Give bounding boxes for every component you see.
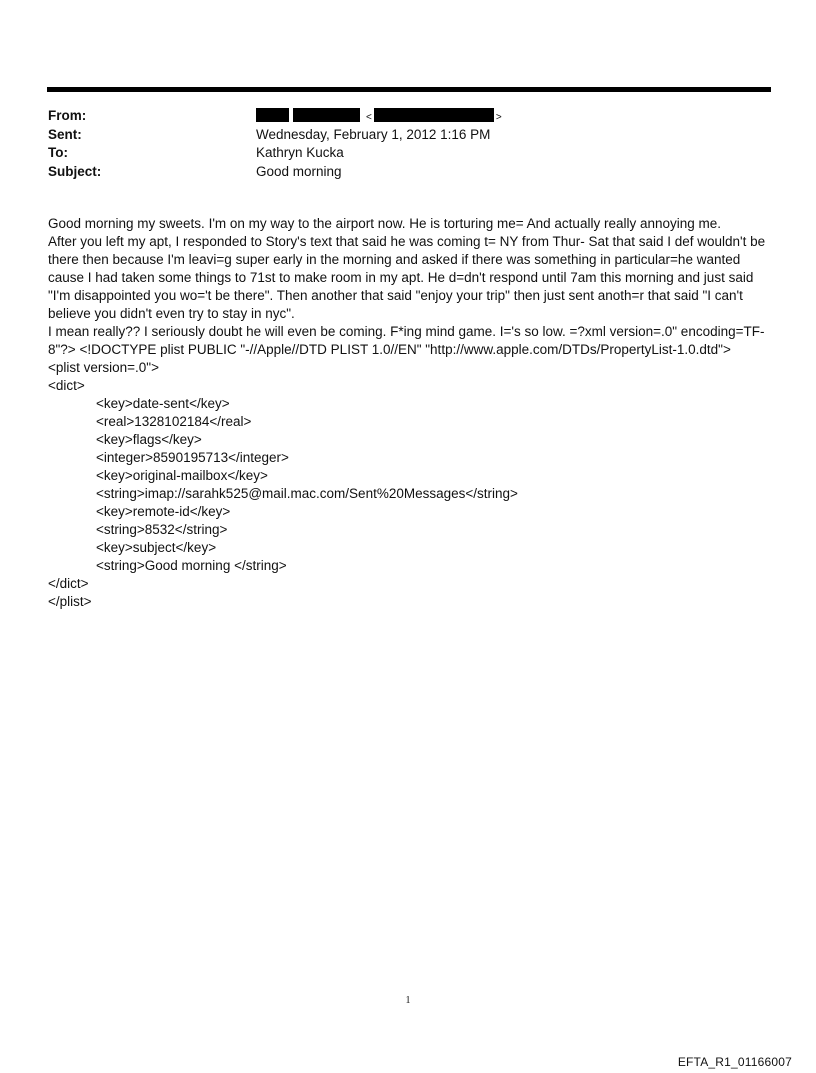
plist-line: <key>date-sent</key> [96,396,230,411]
to-value: Kathryn Kucka [256,145,344,160]
plist-line: <plist version=.0"> [48,360,159,375]
plist-line: </plist> [48,594,92,609]
redaction-block [256,108,289,122]
from-value [256,107,768,128]
body-paragraph: I mean really?? I seriously doubt he will even be coming. F*ing mind game. I='s so low. =?xml version=.0" encoding=TF-8"?> <!DOCTYPE plist PUBLIC "-//Apple//DTD PLIST 1.0//EN" "http://www.apple.com/DTDs/PropertyList-1.0.dtd"> [48,324,765,357]
from-label: From: [48,108,87,123]
document-id: EFTA_R1_01166007 [677,1055,792,1069]
plist-line: <key>original-mailbox</key> [96,468,268,483]
header-rule [47,87,771,92]
body-paragraph: After you left my apt, I responded to Story's text that said he was coming t= NY from Thur- Sat that said I def wouldn't be there then because I'm leavi=g super early in the morning and asked if there was something in particular=he wanted cause I had taken some things to 71st to make room in my apt. He d=dn't respond until 7am this morning and just said "I'm disappointed you wo='t be there". Then another that said "enjoy your trip" then just sent anoth=r that said "I can't believe you didn't even try to stay in nyc". [48,234,766,321]
to-label: To: [48,145,68,160]
body-paragraph: Good morning my sweets. I'm on my way to the airport now. He is torturing me= And actually really annoying me. [48,216,722,231]
to-row [48,144,768,163]
plist-block [48,359,772,611]
plist-line: <key>remote-id</key> [96,504,231,519]
subject-row [48,163,768,182]
plist-line: <key>subject</key> [96,540,217,555]
from-open-bracket: < [366,112,372,123]
email-body [48,215,772,611]
redaction-block [293,108,360,122]
plist-line: <integer>8590195713</integer> [96,450,289,465]
plist-line: </dict> [48,576,89,591]
plist-line: <string>8532</string> [96,522,228,537]
plist-line: <real>1328102184</real> [96,414,252,429]
sent-label: Sent: [48,126,82,142]
subject-label: Subject: [48,163,102,179]
plist-line: <key>flags</key> [96,432,202,447]
page-number: 1 [405,995,411,1006]
subject-value: Good morning [256,163,342,179]
plist-line: <string>Good morning </string> [96,558,287,573]
from-row [48,107,768,126]
redaction-block [374,108,494,122]
sent-row [48,126,768,145]
sent-value: Wednesday, February 1, 2012 1:16 PM [256,126,491,142]
email-header [48,107,768,181]
plist-line: <string>imap://sarahk525@mail.mac.com/Sent%20Messages</string> [96,486,518,501]
from-close-bracket: > [495,112,502,123]
plist-line: <dict> [48,378,85,393]
